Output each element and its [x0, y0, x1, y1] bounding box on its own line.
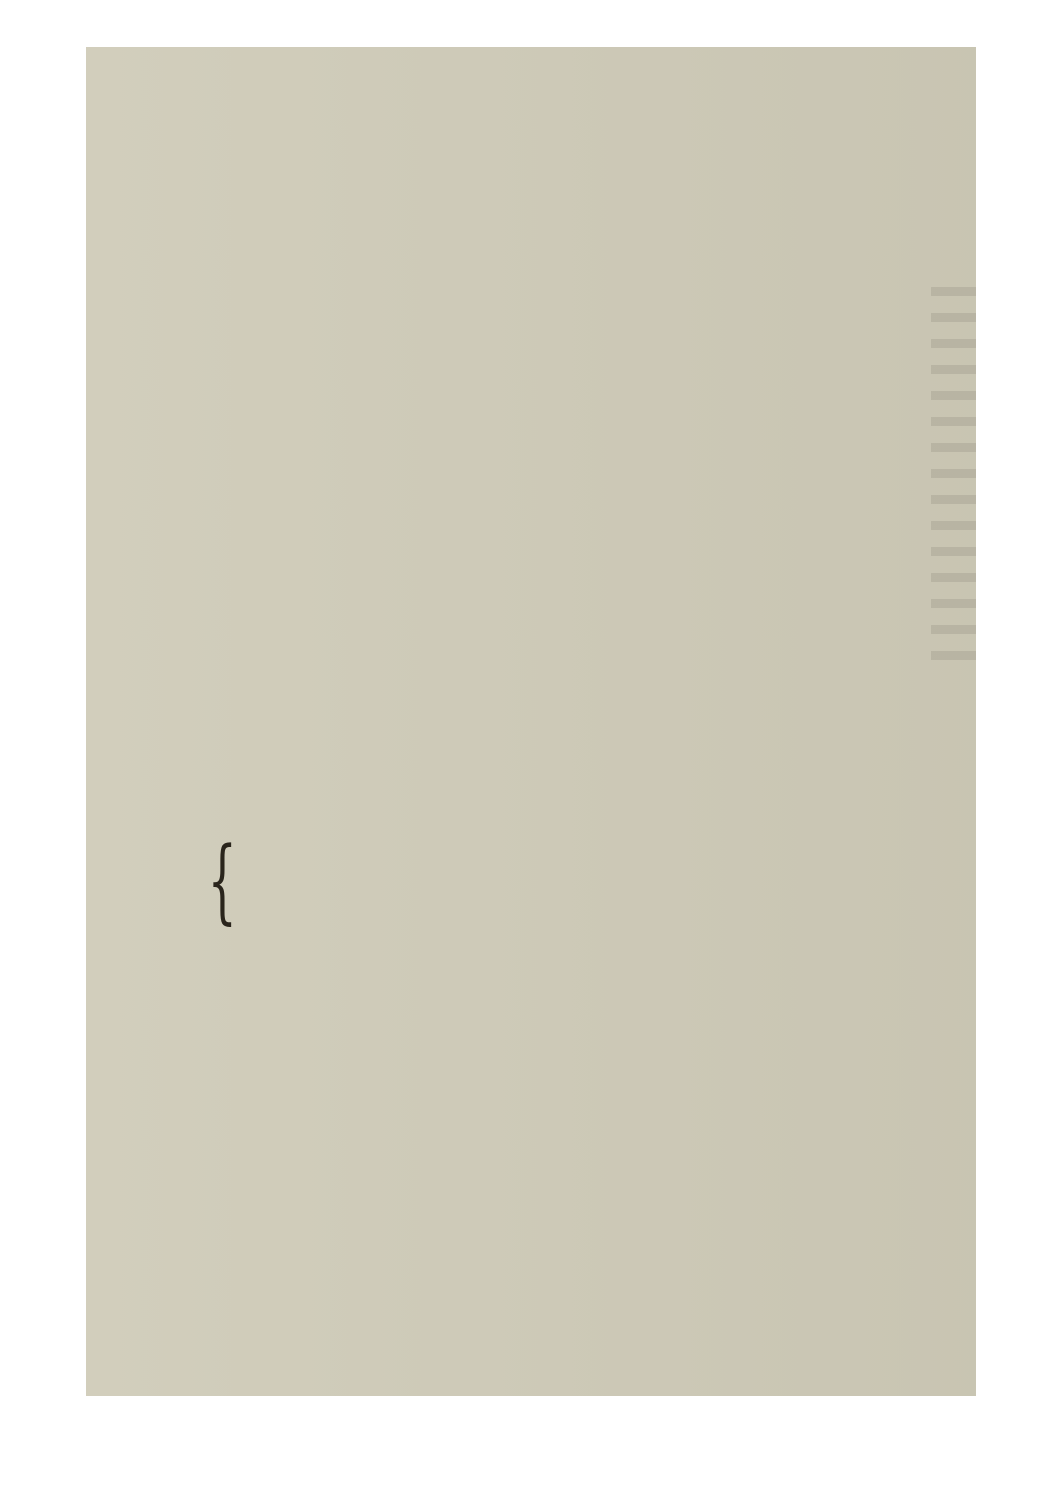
ink-brace-mark: {: [207, 827, 237, 934]
book-page: [86, 47, 976, 1396]
bleed-through-text: [931, 287, 976, 667]
